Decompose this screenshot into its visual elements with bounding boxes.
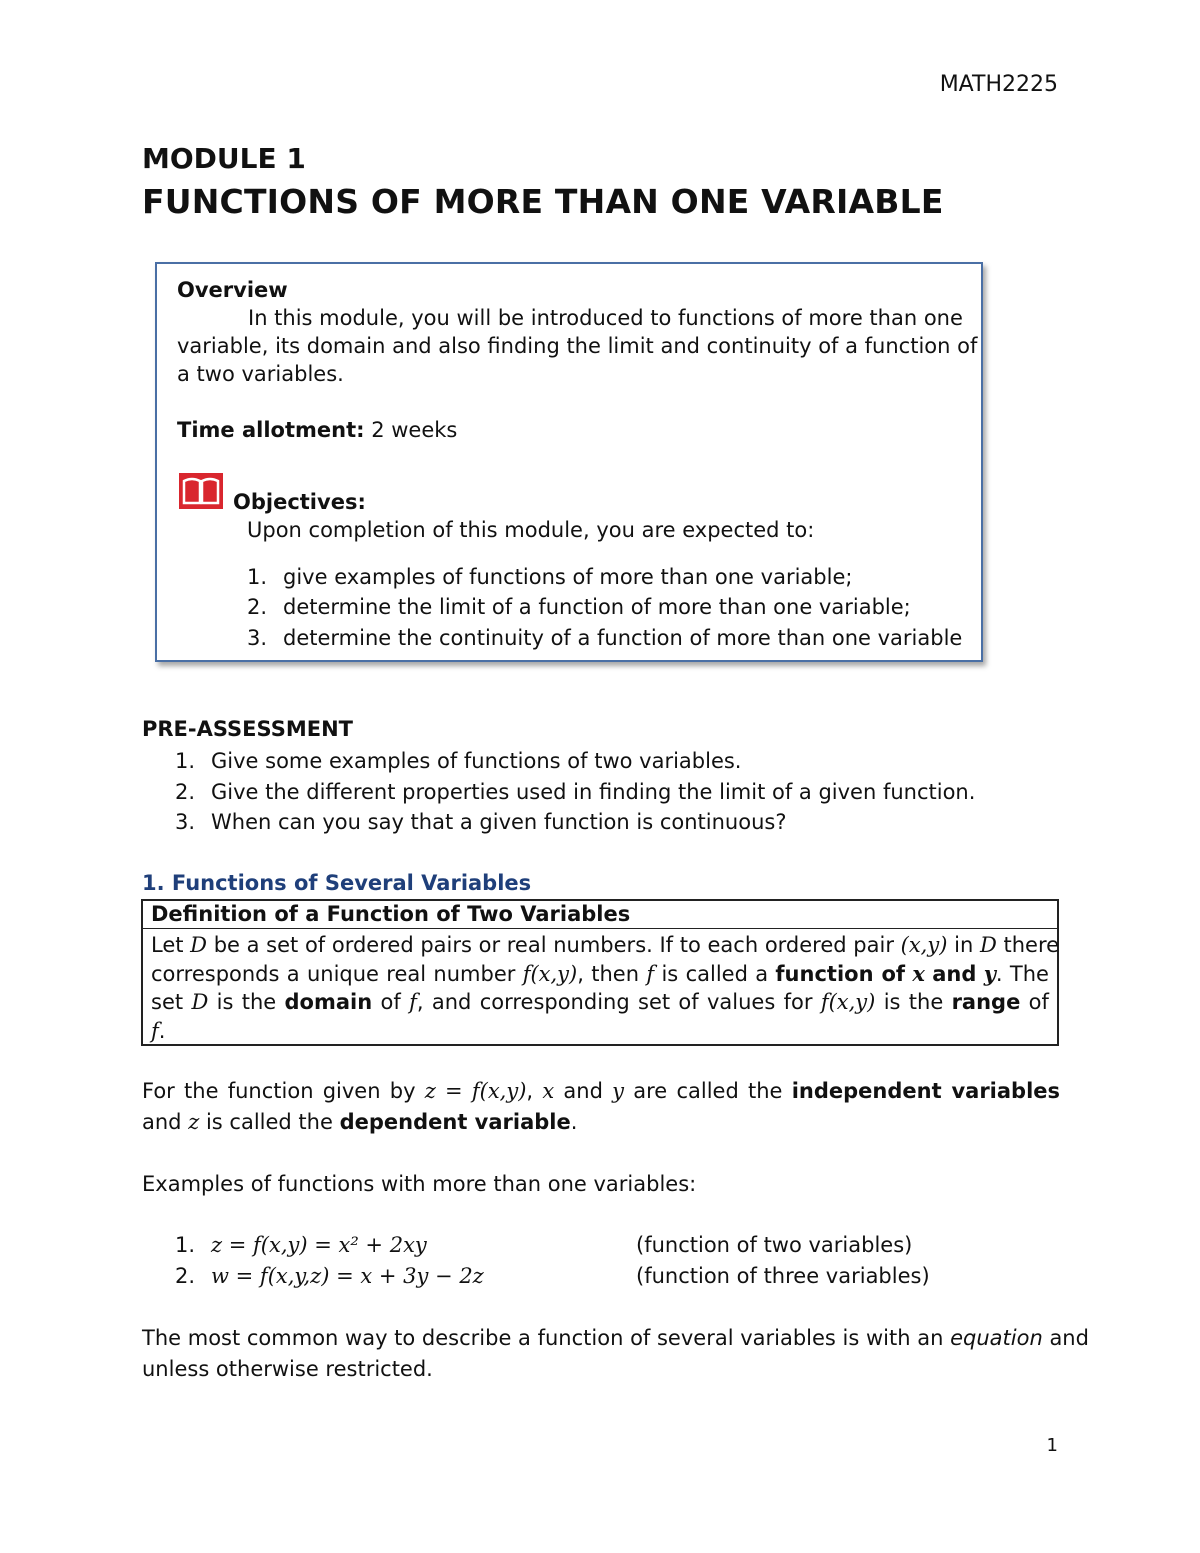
preassessment-item: 3. When can you say that a given function is continuous? [175, 810, 787, 834]
paragraph-description-line-1: The most common way to describe a function of several variables is with an equation and [142, 1326, 1089, 1350]
module-title: FUNCTIONS OF MORE THAN ONE VARIABLE [142, 182, 944, 221]
preassessment-item: 1. Give some examples of functions of two variables. [175, 749, 742, 773]
preassessment-label: PRE-ASSESSMENT [142, 717, 353, 741]
example-note: (function of three variables) [636, 1264, 930, 1288]
example-note: (function of two variables) [636, 1233, 913, 1257]
definition-line-2: corresponds a unique real number f(x,y), then f is called a function of x and y. The [151, 961, 1049, 986]
section-heading: 1. Functions of Several Variables [142, 871, 532, 895]
objectives-label: Objectives: [233, 490, 366, 514]
overview-text-line-2: variable, its domain and also finding the limit and continuity of a function of [177, 334, 978, 358]
paragraph-description-line-2: unless otherwise restricted. [142, 1357, 433, 1381]
definition-line-4: f. [151, 1019, 166, 1043]
objective-item: 1. give examples of functions of more than one variable; [247, 565, 853, 589]
objective-item: 3. determine the continuity of a function of more than one variable [247, 626, 963, 650]
overview-text-line-1: In this module, you will be introduced to functions of more than one [248, 306, 963, 330]
definition-title: Definition of a Function of Two Variables [151, 902, 631, 926]
page-number: 1 [1046, 1435, 1058, 1456]
definition-line-3: set D is the domain of f, and corresponding set of values for f(x,y) is the range of [151, 990, 1049, 1014]
objectives-intro: Upon completion of this module, you are expected to: [247, 518, 815, 542]
example-item: 2. w = f(x,y,z) = x + 3y − 2z [175, 1264, 484, 1288]
preassessment-item: 2. Give the different properties used in finding the limit of a given function. [175, 780, 976, 804]
overview-text-line-3: a two variables. [177, 362, 344, 386]
example-item: 1. z = f(x,y) = x² + 2xy [175, 1233, 427, 1257]
time-allotment-value: 2 weeks [364, 418, 458, 442]
overview-label: Overview [177, 278, 288, 302]
objective-item: 2. determine the limit of a function of more than one variable; [247, 595, 911, 619]
examples-intro: Examples of functions with more than one variables: [142, 1172, 697, 1196]
book-icon [178, 472, 224, 510]
time-allotment [177, 418, 457, 442]
course-code: MATH2225 [939, 72, 1058, 97]
definition-line-1: Let D be a set of ordered pairs or real numbers. If to each ordered pair (x,y) in D there [151, 933, 1060, 957]
definition-divider [141, 928, 1059, 929]
paragraph-variables-line-1: For the function given by z = f(x,y), x and y are called the independent variables [142, 1079, 1061, 1103]
paragraph-variables-line-2: and z is called the dependent variable. [142, 1110, 578, 1134]
module-number: MODULE 1 [142, 142, 306, 175]
time-allotment-label: Time allotment: [177, 418, 365, 442]
